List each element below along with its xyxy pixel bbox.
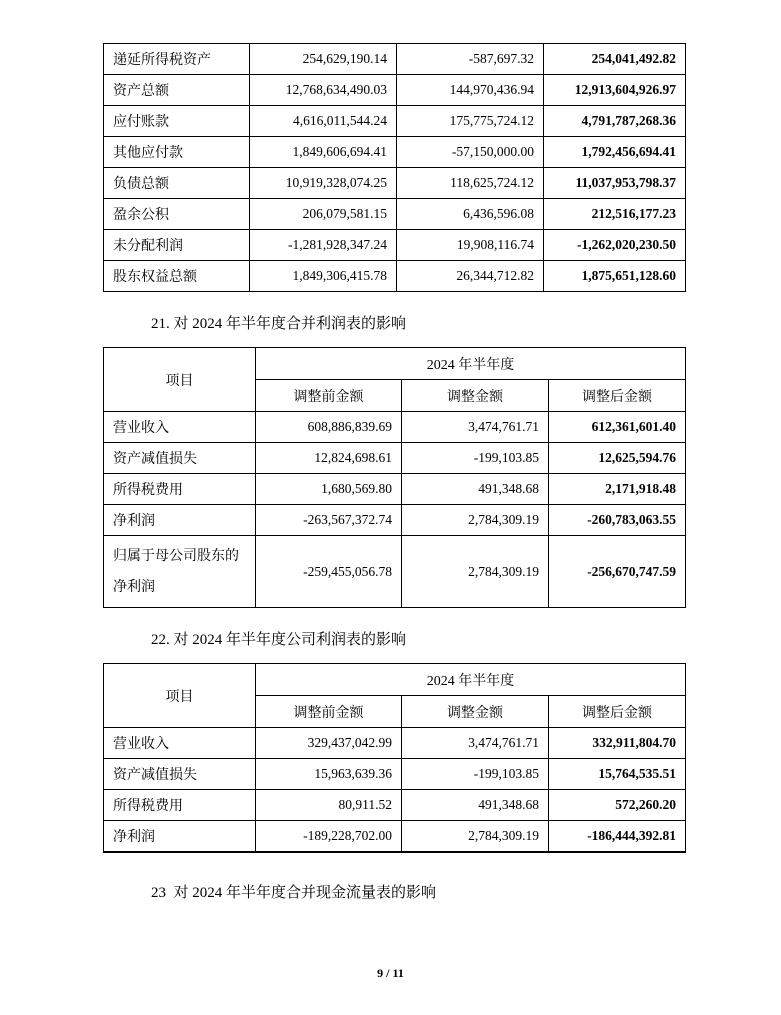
amount-adjust: 2,784,309.19 — [402, 536, 549, 608]
amount-before: 329,437,042.99 — [256, 728, 402, 759]
amount-before: 608,886,839.69 — [256, 412, 402, 443]
table-row — [104, 261, 686, 292]
table-row — [104, 821, 686, 853]
amount-after: -260,783,063.55 — [549, 505, 686, 536]
column-header-after: 调整后金额 — [549, 696, 686, 728]
item-label: 资产总额 — [104, 75, 250, 106]
consolidated-income-impact-table — [103, 347, 686, 608]
amount-adjust: -57,150,000.00 — [397, 137, 544, 168]
amount-adjust: 3,474,761.71 — [402, 412, 549, 443]
item-column-header: 项目 — [104, 664, 256, 728]
table-row — [104, 137, 686, 168]
amount-after: 15,764,535.51 — [549, 759, 686, 790]
table-row — [104, 168, 686, 199]
column-header-adjust: 调整金额 — [402, 696, 549, 728]
amount-before: 1,849,306,415.78 — [250, 261, 397, 292]
column-header-before: 调整前金额 — [256, 380, 402, 412]
table-row — [104, 474, 686, 505]
amount-after: -186,444,392.81 — [549, 821, 686, 853]
table-row — [104, 536, 686, 608]
item-column-header: 项目 — [104, 348, 256, 412]
amount-after: 1,875,651,128.60 — [544, 261, 686, 292]
item-label: 营业收入 — [104, 728, 256, 759]
amount-before: 10,919,328,074.25 — [250, 168, 397, 199]
amount-after: 2,171,918.48 — [549, 474, 686, 505]
table-row — [104, 443, 686, 474]
balance-sheet-impact-table — [103, 43, 686, 292]
item-label: 未分配利润 — [104, 230, 250, 261]
amount-after: 1,792,456,694.41 — [544, 137, 686, 168]
table-row — [104, 505, 686, 536]
table-row — [104, 44, 686, 75]
column-header-adjust: 调整金额 — [402, 380, 549, 412]
table-header-row — [104, 348, 686, 380]
section-21-heading: 21. 对 2024 年半年度合并利润表的影响 — [151, 316, 407, 332]
item-label: 所得税费用 — [104, 790, 256, 821]
item-label: 营业收入 — [104, 412, 256, 443]
period-header: 2024 年半年度 — [256, 348, 686, 380]
amount-before: 206,079,581.15 — [250, 199, 397, 230]
amount-adjust: 144,970,436.94 — [397, 75, 544, 106]
table-row — [104, 106, 686, 137]
item-label: 股东权益总额 — [104, 261, 250, 292]
item-label: 其他应付款 — [104, 137, 250, 168]
amount-after: -1,262,020,230.50 — [544, 230, 686, 261]
table-header-row — [104, 664, 686, 696]
table-row — [104, 199, 686, 230]
amount-adjust: 491,348.68 — [402, 474, 549, 505]
item-label: 递延所得税资产 — [104, 44, 250, 75]
amount-adjust: 6,436,596.08 — [397, 199, 544, 230]
column-header-before: 调整前金额 — [256, 696, 402, 728]
amount-after: 4,791,787,268.36 — [544, 106, 686, 137]
amount-before: 1,680,569.80 — [256, 474, 402, 505]
page-content — [103, 43, 685, 903]
amount-after: 12,625,594.76 — [549, 443, 686, 474]
section-23-heading: 23 对 2024 年半年度合并现金流量表的影响 — [151, 885, 437, 901]
page-number: 9 / 11 — [377, 966, 404, 980]
item-label: 净利润 — [104, 505, 256, 536]
amount-before: -259,455,056.78 — [256, 536, 402, 608]
amount-adjust: 26,344,712.82 — [397, 261, 544, 292]
amount-after: 572,260.20 — [549, 790, 686, 821]
table-row — [104, 759, 686, 790]
amount-after: 12,913,604,926.97 — [544, 75, 686, 106]
amount-adjust: 19,908,116.74 — [397, 230, 544, 261]
period-header: 2024 年半年度 — [256, 664, 686, 696]
amount-after: 212,516,177.23 — [544, 199, 686, 230]
amount-before: 12,824,698.61 — [256, 443, 402, 474]
company-income-impact-table — [103, 663, 686, 853]
amount-before: 1,849,606,694.41 — [250, 137, 397, 168]
table-row — [104, 230, 686, 261]
amount-before: 15,963,639.36 — [256, 759, 402, 790]
table-row — [104, 728, 686, 759]
amount-after: 254,041,492.82 — [544, 44, 686, 75]
amount-before: -1,281,928,347.24 — [250, 230, 397, 261]
item-label: 资产减值损失 — [104, 443, 256, 474]
item-label: 所得税费用 — [104, 474, 256, 505]
amount-adjust: 491,348.68 — [402, 790, 549, 821]
amount-adjust: 175,775,724.12 — [397, 106, 544, 137]
amount-adjust: 2,784,309.19 — [402, 821, 549, 853]
amount-adjust: 118,625,724.12 — [397, 168, 544, 199]
amount-before: -263,567,372.74 — [256, 505, 402, 536]
amount-adjust: -199,103.85 — [402, 759, 549, 790]
amount-before: 4,616,011,544.24 — [250, 106, 397, 137]
amount-before: 254,629,190.14 — [250, 44, 397, 75]
table-row — [104, 412, 686, 443]
item-label: 归属于母公司股东的净利润 — [104, 536, 256, 608]
amount-adjust: 2,784,309.19 — [402, 505, 549, 536]
amount-before: 80,911.52 — [256, 790, 402, 821]
amount-after: 612,361,601.40 — [549, 412, 686, 443]
column-header-after: 调整后金额 — [549, 380, 686, 412]
section-22-heading: 22. 对 2024 年半年度公司利润表的影响 — [151, 632, 407, 648]
amount-after: -256,670,747.59 — [549, 536, 686, 608]
amount-adjust: -199,103.85 — [402, 443, 549, 474]
amount-adjust: 3,474,761.71 — [402, 728, 549, 759]
amount-before: -189,228,702.00 — [256, 821, 402, 853]
item-label: 净利润 — [104, 821, 256, 853]
amount-after: 11,037,953,798.37 — [544, 168, 686, 199]
item-label: 资产减值损失 — [104, 759, 256, 790]
amount-after: 332,911,804.70 — [549, 728, 686, 759]
table-row — [104, 790, 686, 821]
table-row — [104, 75, 686, 106]
item-label: 盈余公积 — [104, 199, 250, 230]
item-label: 负债总额 — [104, 168, 250, 199]
item-label: 应付账款 — [104, 106, 250, 137]
amount-adjust: -587,697.32 — [397, 44, 544, 75]
amount-before: 12,768,634,490.03 — [250, 75, 397, 106]
